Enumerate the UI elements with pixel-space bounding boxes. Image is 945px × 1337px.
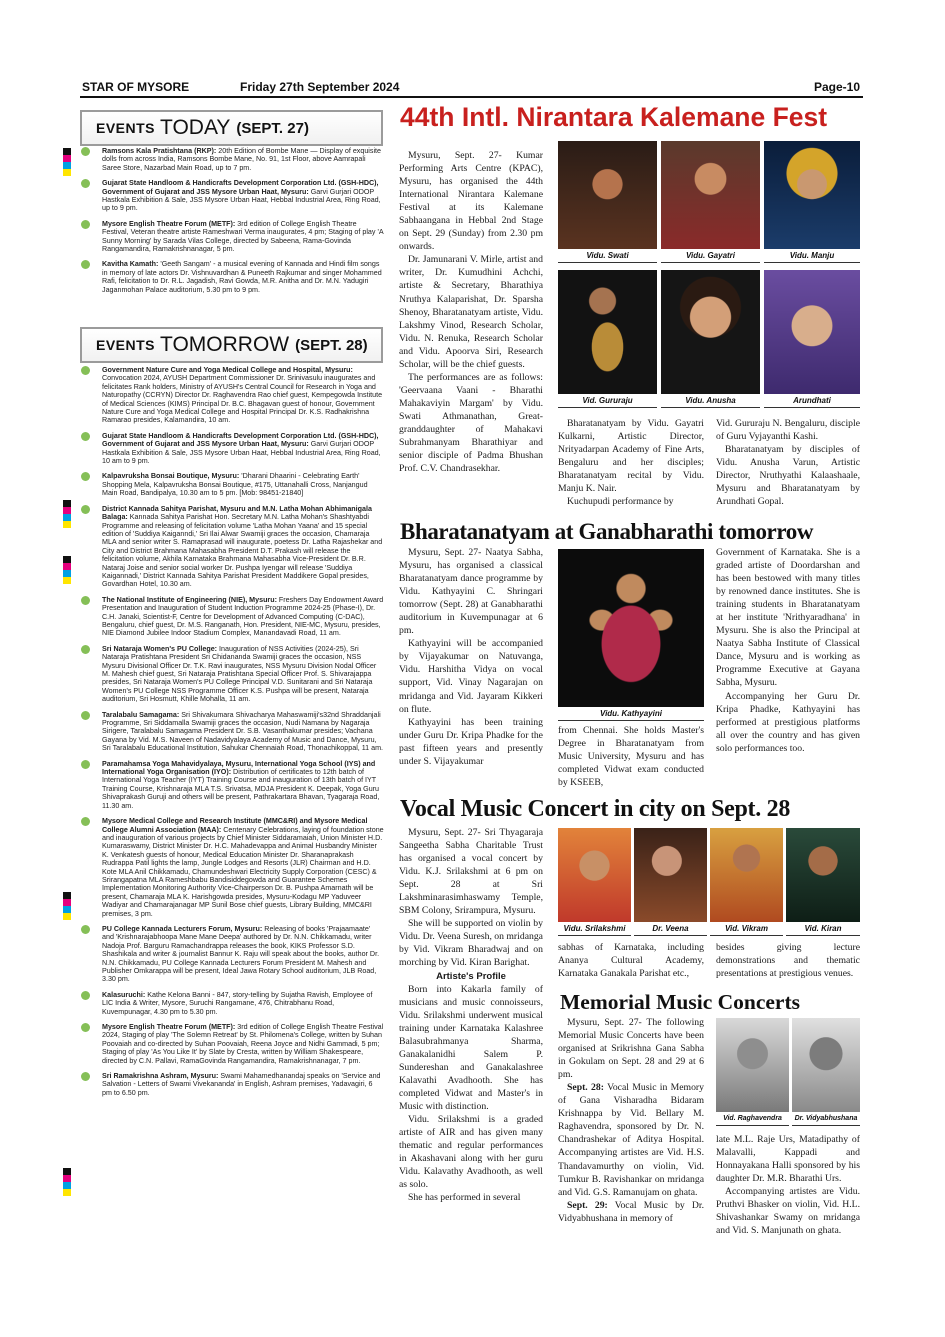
paragraph: Vidu. Srilakshmi is a graded artiste of AIR and has given many thematic and regular performances in Akashavani along with her guru Vidu. Kalavathy Avadhooth, as well as solo. [399, 1114, 543, 1191]
paragraph: Mysuru, Sept. 27- Naatya Sabha, Mysuru, has organised a classical Bharatanatyam dance programme by Vidu. Kathyayini C. Shringari tomorrow (Sept. 28) at Ganabharathi auditorium in Kuvempunagar at 6 pm. [399, 547, 543, 637]
paragraph: from Chennai. She holds Master's Degree in Bharatanatyam from Music University, Mysuru and has completed Vidwat exam conducted by KSEEB, [558, 725, 704, 789]
issue-date: Friday 27th September 2024 [240, 80, 400, 94]
event-org: Kavitha Kamath: [102, 260, 159, 269]
paragraph: besides giving lecture demonstrations and thematic presentations at prestigious venues. [716, 942, 860, 980]
photo-swati [558, 141, 657, 263]
photo-caption: Vid. Vikram [710, 922, 783, 936]
bullet-icon [81, 817, 90, 826]
event-org: Paramahamsa Yoga Mahavidyalaya, Mysuru, International Yoga School (IYS) and International Yoga Organisation (IYO): [102, 759, 376, 777]
story3-column-2 [558, 941, 704, 980]
subheading: Artiste's Profile [436, 970, 506, 982]
bullet-icon [81, 1072, 90, 1081]
photo-veena [634, 828, 707, 936]
event-text: Sri Shivakumara Shivacharya Mahaswamiji's32nd Shraddanjali Programme, Sri Siddamalla Swamiji graces the occasion, Nudi Namana by Nagaraja Sirigere, Taralabalu Samagama President Dr. S.B. Vasanthakumar presides; Vachana Gayana by Vid. M.S. Naveen of Nadavidyalaya Academy of Music and Dance, Mysuru, Sri Taralabalu Educational Institution, Sahukar Chennaiah Road, Thonachikoppal, 11 am. [102, 710, 384, 753]
event-text: Kannada Sahitya Parishat Hon. Secretary M.N. Latha Mohan's Shashtyabdi Programme and releasing of felicitation volume 'Latha Mohan Yaana' and 15 special edition of 'Suddiya Kaiganndi,' Sri Ilai Alwar Swamiji graces the occasion, Chamaraja MLA and senior writer S. Ramaprasad will inaugurate, poetess Dr. Latha Rajashekar and City and District Brahmana Mahasabha President D.T. Prakash will release the felicitation volume, Akhila Karnataka Brahmana Mahasabha Vice-President Dr. B.R. Nataraj Joise and senior social worker Dr. Pushpa Iyengar will release 'Suddiya Kaigannadi,' District Kannada Sahitya Parishat President Maddikere Gopal presides, Govardhan Hotel, 10.30 am. [102, 513, 383, 589]
list-item [81, 260, 384, 294]
today-date: (SEPT. 27) [236, 119, 309, 137]
photo-caption: Dr. Veena [634, 922, 707, 936]
event-org: Gujarat State Handloom & Handicrafts Development Corporation Ltd. (GSH-HDC), Government of Gujarat and JSS Mysore Urban Haat, Mysuru: [102, 179, 379, 196]
bullet-icon [81, 220, 90, 229]
bullet-icon [81, 645, 90, 654]
event-text: Inauguration of NSS Activities (2024-25), Sri Nataraja Pratishtana President Sri Chidananda Swamiji graces the occasion, NSS Mysuru Divisional Officer Dr. T.K. Ravi inaugurates, NSS Mysuru Division Nodal Officer M. Mahesh chief guest, Sri Nataraja Pratishtana Special Officer Prof. S. Shivarajappa presides, Sri Nataraja Women's PU College Principal V.D. Sunitarani and Sri Nataraja Women's PU College NSS Programme Officer K.S. Pushpa will be present, Nataraja auditorium, Sri Hosmutt, Khille Mohalla, 11 am. [102, 644, 377, 704]
tomorrow-label: TOMORROW [160, 333, 290, 356]
events-tomorrow-header [80, 327, 383, 363]
event-text: Swami Mahamedhanandaj speaks on 'Service and Salvation - Letters of Swami Vivekananda' in English, Ashram premises, Yadavagiri, 6 pm to 6.50 pm. [102, 1072, 381, 1097]
event-org: Mysore Medical College and Research Institute (MMC&RI) and Mysore Medical College Alumni Association (MAA): [102, 817, 368, 834]
registration-mark [63, 556, 71, 584]
paragraph: sabhas of Karnataka, including Ananya Cultural Academy, Karnataka Ganakala Parishat etc., [558, 942, 704, 980]
list-item [81, 596, 384, 638]
today-label: TODAY [160, 116, 231, 139]
event-text: Garvi Gurjari ODOP Hastkala Exhibition & Sale, JSS Mysore Urban Haat, Hebbal Industrial Area, Ring Road, 10 am to 9 pm. [102, 440, 381, 466]
photo-caption: Vidu. Kathyayini [558, 707, 704, 721]
list-item [81, 179, 384, 213]
photo-caption: Arundhati [764, 394, 860, 408]
photo-arundhati [764, 270, 860, 408]
tomorrow-date: (SEPT. 28) [295, 336, 368, 354]
photo-raghavendra [716, 1018, 789, 1126]
list-item [81, 711, 384, 753]
story1-column-2 [558, 417, 704, 508]
event-text: 3rd edition of College English Theatre Festival 2024, Staging of play 'The Solemn Retreat' by St. Philomena's College, written by Suhan Poovaiah and co-directed by Suhan Poovaiah, Reena Joyce and Nidhi Gammadi, 5 pm; Staging of play 'As You Like It' by Slate by Cresta, written by William Shakespeare, directed by C.N. Pallavi, RamaGovinda Rangamandira, Ramakrishnanagar, 7 pm. [102, 1023, 384, 1065]
event-text: 3rd edition of College English Theatre Festival, Veteran theatre artiste Rameshwari Verma inaugurates, 4 pm; Staging of play 'A Sunny Morning' by Sarada Vilas College, directed by Sabeena, Rama-Govinda Rangamandira, Ramakrishnanagar, 5 pm. [102, 219, 384, 254]
list-item [81, 925, 384, 984]
paragraph: Mysuru, Sept. 27- Kumar Performing Arts Centre (KPAC), Mysuru, has organised the 44th International Nirantara Kalemane Festival at its Kalemane Sabhaangana in Hebbal 2nd Stage on Sept. 29 (Sunday) from 2.30 pm onwards. [399, 150, 543, 253]
bullet-icon [81, 179, 90, 188]
story4-column-2 [716, 1133, 860, 1237]
bullet-icon [81, 596, 90, 605]
list-item [81, 472, 384, 497]
bullet-icon [81, 260, 90, 269]
events-label: EVENTS [96, 120, 156, 136]
list-item [81, 366, 384, 425]
registration-mark [63, 892, 71, 920]
events-label: EVENTS [96, 337, 156, 353]
registration-mark [63, 148, 71, 176]
masthead-rule [80, 96, 863, 98]
photo-srilakshmi [558, 828, 631, 936]
photo-caption: Vidu. Anusha [661, 394, 760, 408]
event-text: Convocation 2024, AYUSH Department Commissioner Dr. Srinivasulu inaugurates and felicitates Rank holders, Ministry of AYUSH's Central Council for Research in Yoga and Naturopathy (CCRYN) Director Dr. Raghavendra Rao chief guest, Kempegowda Institute of Medical Sciences (KIMS) Principal Dr. B.C. Bhagavan guest of honour, Government Nature Cure and Yoga Medical College and Hospital Principal Dr. K.S. Radhakrishna Ramarao presides, Kalamandira, 10 am. [102, 374, 383, 425]
paragraph: Kathyayini has been training under Guru Dr. Kripa Phadke for the past fifteen years and presently under S. Vijayakumar [399, 716, 543, 767]
registration-mark [63, 500, 71, 528]
bullet-icon [81, 366, 90, 375]
paragraph: Dr. Jamunarani V. Mirle, artist and writer, Dr. Kumudhini Achchi, artiste & Secretary, Bharathiya Nruthya Kalaparishat, Dr. Sparsha Shenoy, Bharatanatyam artiste, Vidu. Lakshmy Vinod, Research Scholar, Vidu. N. Renuka, Research Scholar and Vidu. Apoorva Siri, Research Scholar, will be the chief guests. [399, 254, 543, 370]
photo-caption: Dr. Vidyabhushana [792, 1112, 860, 1126]
photo-gayatri [661, 141, 760, 263]
story1-column-1 [399, 149, 543, 475]
photo-caption: Vidu. Srilakshmi [558, 922, 631, 936]
event-org: Taralabalu Samagama: [102, 710, 180, 719]
paragraph: Kuchupudi performance by [567, 496, 674, 508]
event-text: Kathe Kelona Banni - 847, story-telling by Sujatha Ravish, Employee of LIC India & Writer, Mysore, Suruchi Rangamane, 476, Chitrabhanu Road, Kuvempunagar, 4.30 pm to 5.30 pm. [102, 990, 373, 1016]
bullet-icon [81, 991, 90, 1000]
date-lead: Sept. 28: [567, 1082, 604, 1094]
story2-headline: Bharatanatyam at Ganabharathi tomorrow [400, 519, 814, 544]
paragraph: Mysuru, Sept. 27- The following Memorial Music Concerts have been organised at Srikrishna Gana Sabha in Gokulam on Sept. 28 and 29 at 6 pm. [558, 1017, 704, 1081]
list-item [81, 760, 384, 810]
bullet-icon [81, 760, 90, 769]
photo-kathyayini [558, 549, 704, 721]
events-today-header [80, 110, 383, 146]
events-today-list [81, 147, 384, 301]
event-org: Gujarat State Handloom & Handicrafts Development Corporation Ltd. (GSH-HDC), Government of Gujarat and JSS Mysore Urban Haat, Mysuru: [102, 431, 379, 449]
paragraph: Accompanying artistes are Vidu. Pruthvi Bhasker on violin, Vid. H.L. Shivashankar Swamy on mridanga and Vid. S. Manjunath on ghata. [716, 1186, 860, 1237]
story1-column-3 [716, 417, 860, 508]
list-item [81, 220, 384, 254]
story4-column-1 [558, 1016, 704, 1225]
event-org: Sri Nataraja Women's PU College: [102, 644, 218, 653]
story2-column-1 [399, 546, 543, 768]
bullet-icon [81, 1023, 90, 1032]
event-org: District Kannada Sahitya Parishat, Mysuru and M.N. Latha Mohan Abhimanigala Balaga: [102, 504, 372, 522]
list-item [81, 817, 384, 918]
paragraph: She will be supported on violin by Vidu. Dr. Veena Suresh, on mridanga by Vid. Vikram Bharadwaj and on morching by Vid. Kiran Barighat. [399, 918, 543, 969]
bullet-icon [81, 472, 90, 481]
paragraph: Kathyayini will be accompanied by Vijayakumar on Natuvanga, Vidu. Harshitha Vidya on vocal support, Vid. Vinay Nagarajan on mridanga and Vid. Jayaram Kikkeri on flute. [399, 638, 543, 715]
bullet-icon [81, 432, 90, 441]
bullet-icon [81, 505, 90, 514]
event-org: PU College Kannada Lecturers Forum, Mysuru: [102, 924, 263, 933]
photo-vikram [710, 828, 783, 936]
paragraph: late M.L. Raje Urs, Matadipathy of Malavalli, Kappadi and Honnayakana Halli sponsored by his daughter Dr. M.R. Bharathi Urs. [716, 1134, 860, 1185]
photo-kiran [786, 828, 860, 936]
paragraph: Accompanying her Guru Dr. Kripa Phadke, Kathyayini has performed at prestigious platforms all over the country and has given solo performances too. [716, 690, 860, 754]
event-text: Releasing of books 'Prajaamaate' and 'Krishnarajabhoopa Mane Mane Deepa' authored by Dr. N.N. Chikkamadu, writer Nadoja Prof. Barguru Ramachandrappa releases the book, KIKS Professor S.D. Shashikala and writer & journalist Bannur K. Raju will speak about the books, author Dr. N.N. Chikkamadu, PU College Kannada Lecturers Forum President M. Mahesh and Publisher Omkarappa will be present, Ideal Jawa Rotary School auditorium, JLB Road, 3.30 pm. [102, 924, 380, 984]
event-text: Centenary Celebrations, laying of foundation stone and inauguration of various projects by Chief Minister Siddaramaiah, Union Minister H.D. Kumaraswamy, District Minister Dr. H.C. Mahadevappa and Animal Husbandry Minister K. Venkatesh guests of honour, Medical Education Minister Dr. Sharanaprakash Rudrappa Patil lights the lamp, Jungle Lodges and Resorts (JLR) Chairman and H.D. Kote MLA Anil Chikkamadu, Chamundeshwari Electricity Supply Corporation (CESC) & Srirangapatna MLA Rameshbabu Bandisiddegowda and Guarantee Schemes Implementation Monitoring Authority Vice-Chairperson Dr. B. Pushpa Amarnath will be present, Chamaraja MLA K. Harishgowda presides, Mysuru-Kodagu MP Yaduveer Wadiyar and Chamarajanagar MP Sunil Bose chief guests, Library Building, MMC&RI premises, 3 pm. [102, 825, 384, 918]
list-item [81, 645, 384, 704]
story2-column-2 [558, 724, 704, 789]
paragraph: Bharatanatyam by Vidu. Gayatri Kulkarni, Artistic Director, Nrityadarpan Academy of Fine Arts, Bengaluru and her disciples; Bharatanatyam recital by Vidu. Manju K. Nair. [558, 418, 704, 495]
photo-vidyabhushana [792, 1018, 860, 1126]
event-org: Kalpavruksha Bonsai Boutique, Mysuru: [102, 472, 240, 481]
events-tomorrow-list [81, 366, 384, 1104]
paragraph-text: Vocal Music by Dr. Vidyabhushana in memory of [558, 1199, 704, 1224]
event-text: 20th Edition of Bombe Mane — Display of exquisite dolls from across India, Ramsons Bombe Mane, No. 91, 1st Floor, above Aamrapali Saree Store, Nazarbad Main Road, up to 7 pm. [102, 147, 382, 172]
event-text: Garvi Gurjari ODOP Hastkala Exhibition & Sale, JSS Mysore Urban Haat, Hebbal Industrial Area, Ring Road, up to 9 pm. [102, 187, 381, 213]
photo-caption: Vidu. Manju [764, 249, 860, 263]
photo-caption: Vid. Kiran [786, 922, 860, 936]
story3-column-3 [716, 941, 860, 980]
list-item [81, 1023, 384, 1065]
event-text: Distribution of certificates to 12th batch of International Yoga Teacher (IYT) Training Course and inauguration of 13th batch of IYT Training Course, Krishnaraja MLA T.S. Srivatsa, MDJA President K. Deepak, Yoga Guru Shivaprakash Guruji and others will be present, Pathrakartara Bhavan, Tyagaraja Road, 11.30 am. [102, 768, 380, 810]
event-org: Sri Ramakrishna Ashram, Mysuru: [102, 1072, 219, 1081]
paragraph: Born into Kakarla family of musicians and music connoisseurs, Vidu. Srilakshmi underwent musical training under Karnataka Kalashree Balasubrahmanya Sharma, Ganakalanidhi Salem P. Sundereshan and Ganakalashree Kalavathi Avadhooth. She has completed Vidwat and Master's in Music with distinction. [399, 983, 543, 1112]
registration-mark [63, 1168, 71, 1196]
story3-column-1 [399, 826, 543, 1204]
paper-name: STAR OF MYSORE [82, 80, 190, 94]
date-lead: Sept. 29: [567, 1199, 608, 1211]
list-item [81, 1072, 384, 1097]
event-org: Kalasuruchi: [102, 990, 146, 999]
event-text: 'Dharani Dhaarini - Celebrating Earth' Shopping Mela, Kalpavruksha Bonsai Boutique, #175, Uttanahalli Cross, Nanjangud Main Road, Bandipalya, 10.30 am to 5 pm. [Mob: 98451-21840] [102, 472, 368, 498]
event-org: The National Institute of Engineering (NIE), Mysuru: [102, 595, 277, 604]
list-item [81, 147, 384, 172]
bullet-icon [81, 711, 90, 720]
story4-headline: Memorial Music Concerts [560, 990, 801, 1014]
event-org: Mysore English Theatre Forum (METF): [102, 1023, 236, 1032]
photo-caption: Vidu. Swati [558, 249, 657, 263]
list-item [81, 991, 384, 1016]
event-org: Ramsons Kala Pratishtana (RKP): [102, 147, 217, 155]
bullet-icon [81, 147, 90, 156]
paragraph: She has performed in several [408, 1192, 521, 1204]
event-org: Mysore English Theatre Forum (METF): [102, 219, 236, 228]
photo-manju [764, 141, 860, 263]
paragraph: The performances are as follows: 'Geervaana Vaani - Bharathi Mahakaviyin Margam' by Vidu. Swati Athmanathan, Great-granddaughter of Mahakavi Subrahmanyam Bharathiyar and senior disciple of Padma Bhushan Prof. C.V. Chandrasekhar. [399, 371, 543, 475]
paragraph: Bharatanatyam by disciples of Vidu. Anusha Varun, Artistic Director, Nruthyathi Kalaashaale, Mysuru and Bharatanatyam by Arundhati Gopal. [716, 444, 860, 508]
paragraph-text: Vocal Music in Memory of Gana Visharadha Bidaram Krishnappa by Vid. Bellary M. Raghavendra, sponsored by Dr. N. Chandrashekar of Aditya Hospital. Accompanying artistes are Vid. H.S. Thandavamurthy on violin, Vid. Tumkur B. Ravishankar on mridanga and Vid. G.S. Ramanujam on ghata. [558, 1082, 704, 1198]
photo-gururaju [558, 270, 657, 408]
story1-headline: 44th Intl. Nirantara Kalemane Fest [400, 102, 828, 132]
list-item [81, 432, 384, 466]
paragraph: Mysuru, Sept. 27- Sri Thyagaraja Sangeetha Sabha Charitable Trust has organised a vocal concert by Vidu. K.J. Srilakshmi at 6 pm on Sept. 28 at Sri Lakshminarasimhaswamy Temple, SBM Colony, Srirampura, Mysuru. [399, 827, 543, 917]
photo-anusha [661, 270, 760, 408]
event-text: 'Geeth Sangam' - a musical evening of Kannada and Hindi film songs in memory of late actors Dr. Vishnuvardhan & Puneeth Rajkumar and singer Mohammed Rafi, felicitation to Dr. R.L. Jagadish, Ravi Gowda, M.R. Anitha and Dr. M.N. Yadugiri Jaganmohan Palace auditorium, 5.30 pm to 9 pm. [102, 260, 382, 294]
list-item [81, 505, 384, 589]
event-org: Government Nature Cure and Yoga Medical College and Hospital, Mysuru: [102, 366, 353, 374]
page-number: Page-10 [813, 80, 860, 94]
story2-column-3 [716, 546, 860, 755]
paragraph: Vid. Gururaju N. Bengaluru, disciple of Guru Vyjayanthi Kashi. [716, 418, 860, 443]
event-text: Freshers Day Endowment Award Presentation and Inauguration of Student Induction Programme 2024-25 (Phase-I), Dr. C.H. Janaki, Scientist-F, Centre for Development of Advanced Computing (C-DAC), Bengaluru, chief guest, Dr. M.S. Ranganath, Hon. President, NIE-MC, Mysuru, presides, NIE Diamond Jubilee Indoor Stadium Complex, Manandavadi Road, 11 am. [102, 595, 384, 638]
photo-caption: Vidu. Gayatri [661, 249, 760, 263]
photo-caption: Vid. Gururaju [558, 394, 657, 408]
story3-headline: Vocal Music Concert in city on Sept. 28 [400, 796, 791, 822]
bullet-icon [81, 925, 90, 934]
photo-caption: Vid. Raghavendra [716, 1112, 789, 1126]
paragraph: Government of Karnataka. She is a graded artiste of Doordarshan and has been bestowed with many titles by renowned dance institutes. She is training students in Bharatanatyam at her institute 'Nrithyaradhana' in Mysuru. She is also the Principal at Naatya Sabha Institute of Classical Dance, Mysuru and is working as Programme Executive at Gayana Sabha, Mysuru. [716, 547, 860, 689]
